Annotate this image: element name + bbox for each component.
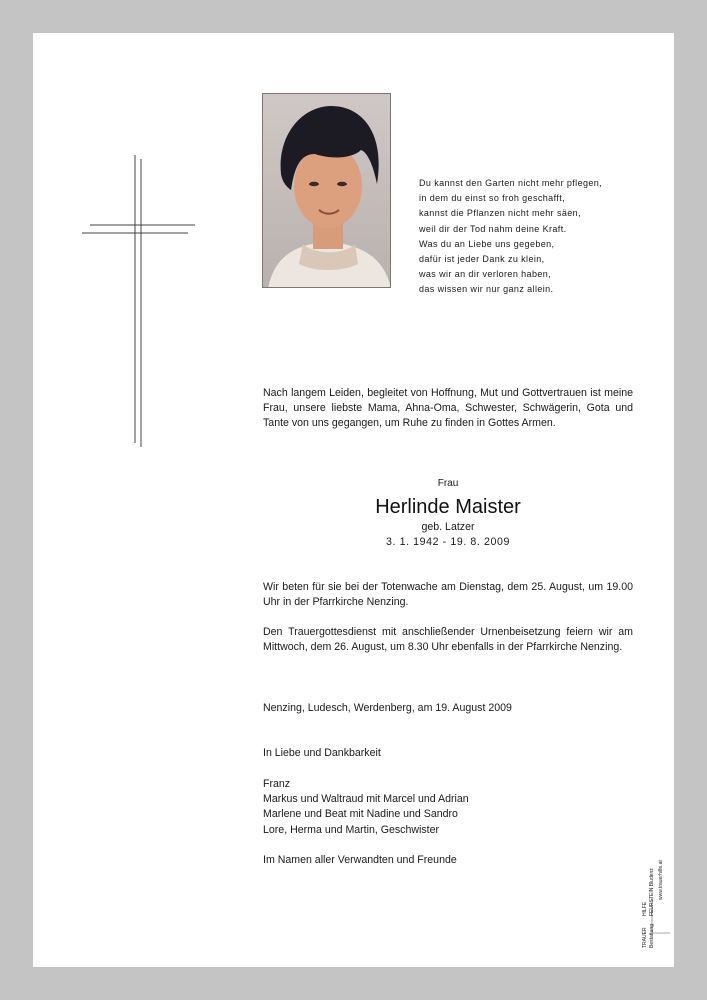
poem-line: in dem du einst so froh geschafft, <box>419 193 566 204</box>
poem-line: was wir an dir verloren haben, <box>419 269 552 280</box>
deceased-birth-name: geb. Latzer <box>421 521 475 533</box>
poem <box>419 176 659 298</box>
deceased-block <box>263 478 633 548</box>
mourner-line: Franz <box>263 778 291 790</box>
wake-text: Wir beten für sie bei der Totenwache am Dienstag, dem 25. August, um 19.00 Uhr in der Pfarrkirche Nenzing. <box>263 581 633 609</box>
mourner-line: Lore, Herma und Martin, Geschwister <box>263 823 440 836</box>
poem-line: kannst die Pflanzen nicht mehr säen, <box>419 208 581 219</box>
closing-text: In Liebe und Dankbarkeit <box>263 747 381 759</box>
announcement-text: Nach langem Leiden, begleitet von Hoffnung, Mut und Gottvertrauen ist meine Frau, unsere liebste Mama, Ahna-Oma, Schwester, Schwägerin, Gota und Tante von uns gegangen, um Ruhe zu finden in Gottes Armen. <box>263 387 633 430</box>
imprint-brand-right: HILFE <box>642 901 648 916</box>
mourner-line: Markus und Waltraud mit Marcel und Adrian <box>263 793 469 806</box>
deceased-name: Herlinde Maister <box>375 496 521 518</box>
deceased-title: Frau <box>437 478 459 489</box>
poem-line: Was du an Liebe uns gegeben, <box>419 238 555 249</box>
place-date <box>263 701 643 716</box>
relatives-text: Im Namen aller Verwandten und Freunde <box>263 854 457 866</box>
poem-line: weil dir der Tod nahm deine Kraft. <box>419 223 567 234</box>
poem-line: das wissen wir nur ganz allein. <box>419 284 554 295</box>
relatives <box>263 853 643 868</box>
mourners-list <box>263 777 643 838</box>
deceased-dates: 3. 1. 1942 - 19. 8. 2009 <box>386 536 510 548</box>
undertaker-imprint <box>640 848 670 948</box>
funeral-text: Den Trauergottesdienst mit anschließender Urnenbeisetzung feiern wir am Mittwoch, dem 26. August, um 8.30 Uhr ebenfalls in der Pfarrkirche Nenzing. <box>263 626 633 654</box>
imprint-sub: Bestattung <box>649 924 655 948</box>
poem-line: dafür ist jeder Dank zu klein, <box>419 254 545 265</box>
portrait-photo <box>262 93 391 288</box>
closing <box>263 746 643 761</box>
poem-line: Du kannst den Garten nicht mehr pflegen, <box>419 178 603 188</box>
place-date-text: Nenzing, Ludesch, Werdenberg, am 19. August 2009 <box>263 702 512 714</box>
mourner-line: Marlene und Beat mit Nadine und Sandro <box>263 808 458 821</box>
imprint-web: www.trauerhilfe.at <box>658 860 664 900</box>
imprint-company: FEURSTEIN Bludenz <box>649 868 655 916</box>
imprint-brand-left: TRAUER <box>642 927 648 948</box>
cross-icon <box>80 153 200 449</box>
